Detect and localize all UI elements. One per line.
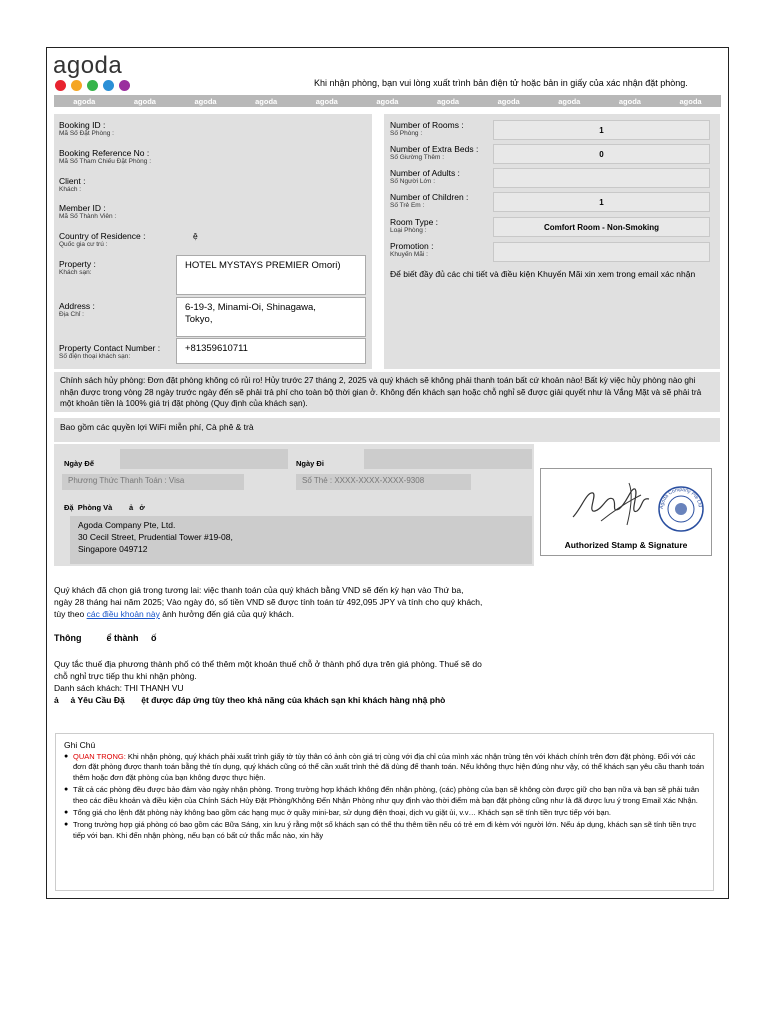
promotion-value bbox=[493, 242, 710, 262]
number-of-extra-beds-value: 0 bbox=[493, 144, 710, 164]
logo-dot-green bbox=[87, 80, 98, 91]
note-item: ● Tổng giá cho lệnh đặt phòng này không bao gồm các hạng mục ở quầy mini-bar, sử dụng điện thoại, dịch vụ giặt ủi, v.v… Khách sạn sẽ tính tiền trực tiếp với bạn. bbox=[64, 808, 705, 818]
client-field bbox=[59, 176, 85, 194]
field-sublabel: Loại Phòng : bbox=[390, 227, 427, 234]
property-contact-field bbox=[59, 343, 160, 361]
address-line: Tokyo, bbox=[185, 314, 213, 325]
number-of-extra-beds-field bbox=[390, 144, 478, 162]
field-label: Number of Extra Beds : bbox=[390, 144, 479, 154]
logo-dot-red bbox=[55, 80, 66, 91]
band-label: agoda bbox=[558, 96, 581, 106]
special-request-note: ả ả Yêu Cầu Đặ ệt được đáp ứng tùy theo khả năng của khách sạn khi khách hàng nhậ phò bbox=[54, 695, 446, 705]
payment-method: Phương Thức Thanh Toán : Visa bbox=[68, 476, 185, 485]
promotion-field bbox=[390, 241, 433, 259]
important-text: Khi nhận phòng, quý khách phải xuất trình giấy tờ tùy thân có ảnh còn giá trị cùng với địa chỉ của mình xác nhận trùng tên với khách chính trên đơn đặt phòng. Đối với các đơn đặt phòng được thanh toán bằng thẻ tín dụng, quý khách cũng có thể cần xuất trình thẻ đã dùng để thanh toán. Nếu không thực hiện đúng như vậy, có thể khách sạn yêu cầu thanh toán thêm hoặc đơn đặt phòng của bạn không được thực hiện. bbox=[73, 752, 705, 782]
notes-box bbox=[55, 733, 714, 891]
band-label: agoda bbox=[315, 96, 338, 106]
city-tax-note: Quy tắc thuế địa phương thành phố có thể thêm một khoản thuế chỗ ở thành phố dựa trên giá phòng. Thuế sẽ do chỗ nghỉ trực tiếp thu khi nhận phòng. bbox=[54, 659, 482, 681]
benefits-text: Bao gồm các quyền lợi WiFi miễn phí, Cà phê & trà bbox=[60, 422, 254, 432]
logo-dot-blue bbox=[103, 80, 114, 91]
band-label: agoda bbox=[437, 96, 460, 106]
band-label: agoda bbox=[255, 96, 278, 106]
important-label: QUAN TRỌNG: bbox=[73, 752, 126, 761]
note-item bbox=[64, 752, 705, 783]
property-name-box bbox=[176, 255, 366, 295]
band-label: agoda bbox=[376, 96, 399, 106]
company-name: Agoda Company Pte, Ltd. bbox=[78, 520, 176, 530]
field-label: Address : bbox=[59, 301, 95, 311]
signature-image bbox=[541, 469, 711, 539]
field-label: Client : bbox=[59, 176, 86, 186]
note-item: ● Tất cả các phòng đều được bảo đảm vào ngày nhận phòng. Trong trường hợp khách không đến nhận phòng, (các) phòng của bạn sẽ không còn được giữ cho bạn nữa và bạn sẽ phải tuân theo các điều khoản và điều kiện của Chính Sách Hủy Đặt Phòng/Không Đến Nhận Phòng như quy định vào thời điểm mà bạn đặt phòng cũng như là đã được lưu ý trong Email Xác Nhận. bbox=[64, 785, 705, 806]
field-label: Booking Reference No : bbox=[59, 148, 150, 158]
number-of-rooms-value: 1 bbox=[493, 120, 710, 140]
future-price-text-end: ảnh hưởng đến giá của quý khách. bbox=[159, 609, 294, 619]
number-of-rooms-field bbox=[390, 120, 464, 138]
benefits-bar bbox=[54, 418, 720, 442]
field-sublabel: Số điện thoại khách sạn: bbox=[59, 353, 131, 360]
card-number-box bbox=[296, 474, 471, 490]
country-of-residence-value: ệ bbox=[193, 231, 198, 241]
band-label: agoda bbox=[497, 96, 520, 106]
band-label: agoda bbox=[679, 96, 702, 106]
checkin-instruction: Khi nhận phòng, bạn vui lòng xuất trình bản điện tử hoặc bản in giấy của xác nhận đặt phòng. bbox=[314, 78, 688, 88]
address-line: 6-19-3, Minami-Oi, Shinagawa, bbox=[185, 302, 316, 313]
signature-stroke bbox=[627, 483, 631, 525]
field-sublabel: Quốc gia cư trú : bbox=[59, 241, 108, 248]
arrival-date-box bbox=[120, 449, 288, 469]
band-label: agoda bbox=[73, 96, 96, 106]
field-sublabel: Số Người Lớn : bbox=[390, 178, 436, 185]
logo-dots bbox=[55, 80, 130, 91]
booking-reference-field bbox=[59, 148, 151, 166]
guest-list: Danh sách khách: THI THANH VU bbox=[54, 683, 184, 693]
room-type-field bbox=[390, 217, 438, 235]
field-sublabel: Mã Số Đặt Phòng : bbox=[59, 130, 114, 137]
field-sublabel: Khách : bbox=[59, 186, 82, 193]
arrival-date-label: Ngày Đế bbox=[64, 459, 95, 468]
field-label: Country of Residence : bbox=[59, 231, 146, 241]
number-of-adults-field bbox=[390, 168, 460, 186]
field-label: Property Contact Number : bbox=[59, 343, 161, 353]
field-sublabel: Số Phòng : bbox=[390, 130, 423, 137]
payment-method-box bbox=[62, 474, 244, 490]
departure-date-box bbox=[364, 449, 532, 469]
field-label: Number of Rooms : bbox=[390, 120, 464, 130]
agoda-logo: agoda bbox=[53, 52, 123, 79]
booking-id-field bbox=[59, 120, 114, 138]
room-type-value: Comfort Room - Non-Smoking bbox=[493, 217, 710, 237]
notes-list bbox=[56, 752, 713, 841]
field-label: Booking ID : bbox=[59, 120, 106, 130]
member-id-field bbox=[59, 203, 116, 221]
property-field bbox=[59, 259, 96, 277]
departure-date-label: Ngày Đi bbox=[296, 459, 324, 468]
address-box bbox=[176, 297, 366, 337]
stamp-caption: Authorized Stamp & Signature bbox=[564, 540, 688, 550]
promotion-note: Để biết đầy đủ các chi tiết và điều kiện Khuyến Mãi xin xem trong email xác nhận bbox=[390, 269, 696, 279]
field-label: Member ID : bbox=[59, 203, 106, 213]
field-sublabel: Địa Chỉ : bbox=[59, 311, 84, 318]
terms-link[interactable]: các điều khoản này bbox=[86, 609, 160, 619]
future-price-text: Quý khách đã chọn giá trong tương lai: việc thanh toán của quý khách bằng VND sẽ đến kỳ hạn vào Thứ ba, ngày 28 tháng hai năm 2025; Vào ngày đó, số tiền VND sẽ được tính toán từ 492,095 JPY và tính cho quý khách, tùy theo bbox=[54, 585, 483, 619]
company-address-box bbox=[70, 516, 532, 564]
property-name: HOTEL MYSTAYS PREMIER Omori) bbox=[185, 260, 341, 271]
number-of-adults-value bbox=[493, 168, 710, 188]
logo-dot-orange bbox=[71, 80, 82, 91]
company-seal-textpath: Agoda Company Pte Ltd bbox=[658, 486, 703, 510]
field-sublabel: Khách sạn: bbox=[59, 269, 92, 276]
number-of-children-field bbox=[390, 192, 468, 210]
number-of-children-value: 1 bbox=[493, 192, 710, 212]
field-label: Property : bbox=[59, 259, 96, 269]
band-label: agoda bbox=[618, 96, 641, 106]
company-seal-center bbox=[675, 503, 687, 515]
notes-title: Ghi Chú bbox=[64, 740, 96, 750]
property-contact-box bbox=[176, 338, 366, 364]
field-sublabel: Mã Số Tham Chiếu Đặt Phòng : bbox=[59, 158, 152, 165]
info-heading: Thông ể thành ố bbox=[54, 633, 157, 643]
field-sublabel: Số Trẻ Em : bbox=[390, 202, 425, 209]
field-label: Promotion : bbox=[390, 241, 434, 251]
field-label: Number of Adults : bbox=[390, 168, 460, 178]
address-field bbox=[59, 301, 95, 319]
band-label: agoda bbox=[194, 96, 217, 106]
field-label: Room Type : bbox=[390, 217, 439, 227]
future-price-note bbox=[54, 584, 484, 620]
band-label: agoda bbox=[133, 96, 156, 106]
field-sublabel: Số Giường Thêm : bbox=[390, 154, 445, 161]
field-sublabel: Mã Số Thành Viên : bbox=[59, 213, 117, 220]
cancellation-policy: Chính sách hủy phòng: Đơn đặt phòng không có rủi ro! Hủy trước 27 tháng 2, 2025 và quý khách sẽ không phải thanh toán bất cứ khoản nào! Bất kỳ việc hủy phòng nào ghi nhận được trong vòng 28 ngày trước ngày đến sẽ phải trả phí cho toàn bộ thời gian ở. Không đến khách sạn hoặc chỗ nghỉ sẽ được giải quyết như là Vắng Mặt và sẽ phải trả một khoản tiền là 100% giá trị đặt phòng (Quy định của khách sạn). bbox=[54, 372, 720, 412]
note-item: ● Trong trường hợp giá phòng có bao gồm các Bữa Sáng, xin lưu ý rằng một số khách sạn có thể thu thêm tiền nếu có trẻ em đi kèm với người lớn. Nếu áp dụng, khách sạn sẽ tính tiền trực tiếp với bạn. Khi đến nhận phòng, nếu bạn có bất cứ thắc mắc nào, xin hãy bbox=[64, 820, 705, 841]
logo-dot-purple bbox=[119, 80, 130, 91]
field-label: Number of Children : bbox=[390, 192, 469, 202]
property-contact-number: +81359610711 bbox=[185, 343, 248, 354]
agoda-band bbox=[54, 95, 721, 107]
booked-by-label: Đặ Phòng Và ả ở bbox=[64, 503, 145, 512]
company-street: 30 Cecil Street, Prudential Tower #19-08, bbox=[78, 532, 233, 542]
company-city: Singapore 049712 bbox=[78, 544, 148, 554]
field-sublabel: Khuyến Mãi : bbox=[390, 251, 428, 258]
country-of-residence-field bbox=[59, 231, 145, 249]
stamp-signature-box bbox=[540, 468, 712, 556]
card-number: Số Thẻ : XXXX-XXXX-XXXX-9308 bbox=[302, 476, 425, 485]
